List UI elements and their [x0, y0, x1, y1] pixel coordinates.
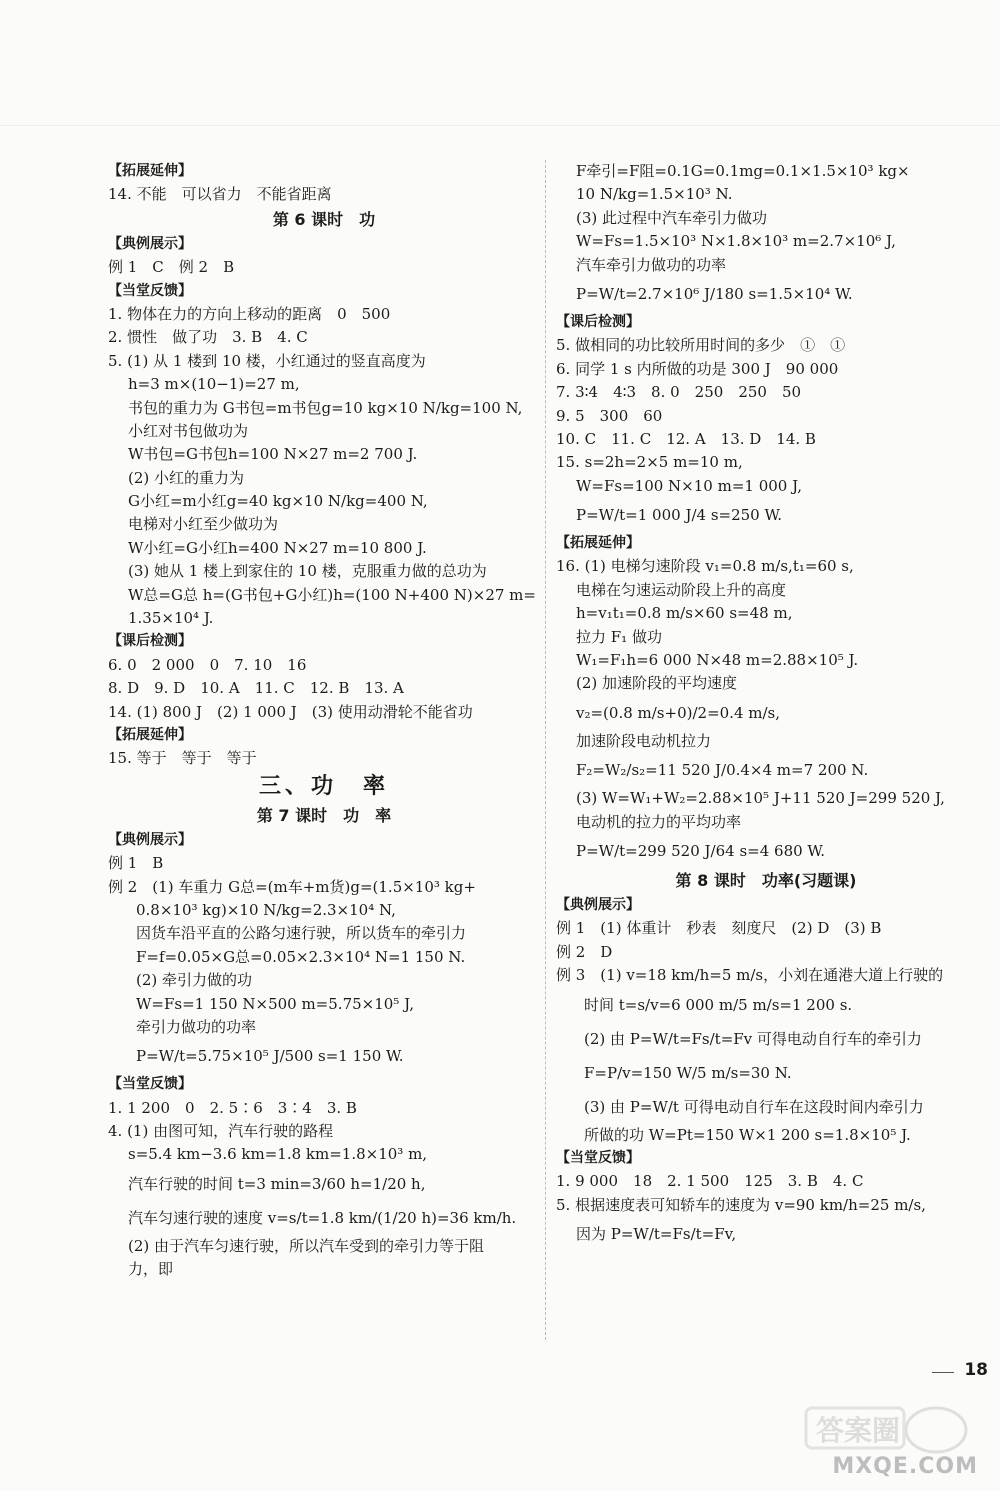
- left-text-line: (2) 由于汽车匀速行驶，所以汽车受到的牵引力等于阻: [128, 1236, 485, 1255]
- left-text-line: 汽车匀速行驶的速度 v=s/t=1.8 km/(1/20 h)=36 km/h.: [128, 1208, 517, 1227]
- watermark-url: MXQE.COM: [832, 1454, 978, 1479]
- right-text-line: 汽车牵引力做功的功率: [576, 255, 727, 274]
- right-text-line: 16. (1) 电梯匀速阶段 v₁=0.8 m/s,t₁=60 s,: [556, 557, 854, 576]
- right-text-line: (3) W=W₁+W₂=2.88×10⁵ J+11 520 J=299 520 J,: [576, 789, 945, 808]
- right-lesson-title: 第 8 课时 功率(习题课): [675, 870, 857, 890]
- right-text-line: 例 2 D: [556, 942, 613, 961]
- right-text-line: 电动机的拉力的平均功率: [576, 812, 742, 831]
- right-text-line: W=Fs=1.5×10³ N×1.8×10³ m=2.7×10⁶ J,: [576, 232, 896, 251]
- left-text-line: F=f=0.05×G总=0.05×2.3×10⁴ N=1 150 N.: [136, 947, 466, 966]
- right-text-line: W₁=F₁h=6 000 N×48 m=2.88×10⁵ J.: [576, 651, 859, 670]
- left-text-line: 例 2 (1) 车重力 G总=(m车+m货)g=(1.5×10³ kg+: [108, 877, 476, 896]
- right-text-line: 5. 根据速度表可知轿车的速度为 v=90 km/h=25 m/s,: [556, 1195, 926, 1214]
- right-text-line: 时间 t=s/v=6 000 m/5 m/s=1 200 s.: [584, 995, 853, 1014]
- left-text-line: 1. 物体在力的方向上移动的距离 0 500: [108, 304, 391, 323]
- right-text-line: 电梯在匀速运动阶段上升的高度: [576, 580, 787, 599]
- right-text-line: 拉力 F₁ 做功: [576, 627, 662, 646]
- left-text-line: W=Fs=1 150 N×500 m=5.75×10⁵ J,: [136, 994, 414, 1013]
- left-text-line: 6. 0 2 000 0 7. 10 16: [108, 655, 307, 674]
- left-section-heading: 【当堂反馈】: [108, 282, 192, 299]
- left-text-line: 因货车沿平直的公路匀速行驶，所以货车的牵引力: [136, 924, 467, 943]
- left-text-line: 8. D 9. D 10. A 11. C 12. B 13. A: [108, 679, 404, 698]
- right-text-line: W=Fs=100 N×10 m=1 000 J,: [576, 476, 803, 495]
- left-text-line: 牵引力做功的功率: [136, 1017, 257, 1036]
- right-text-line: (3) 此过程中汽车牵引力做功: [576, 208, 768, 227]
- right-text-line: h=v₁t₁=0.8 m/s×60 s=48 m,: [576, 604, 793, 623]
- right-text-line: 加速阶段电动机拉力: [576, 731, 712, 750]
- right-text-line: F牵引=F阻=0.1G=0.1mg=0.1×1.5×10³ kg×: [576, 162, 910, 180]
- left-section-heading: 【典例展示】: [108, 831, 192, 848]
- left-text-line: 书包的重力为 G书包=m书包g=10 kg×10 N/kg=100 N,: [128, 398, 523, 417]
- right-text-line: 例 3 (1) v=18 km/h=5 m/s，小刘在通港大道上行驶的: [556, 966, 944, 985]
- column-divider: [545, 160, 546, 1340]
- left-text-line: 4. (1) 由图可知，汽车行驶的路程: [108, 1122, 334, 1141]
- left-text-line: (2) 牵引力做的功: [136, 971, 253, 990]
- left-text-line: W小红=G小红h=400 N×27 m=10 800 J.: [128, 538, 427, 557]
- right-text-line: F₂=W₂/s₂=11 520 J/0.4×4 m=7 200 N.: [576, 761, 869, 780]
- left-text-line: 例 1 C 例 2 B: [108, 258, 235, 277]
- page-number: 18: [964, 1360, 988, 1380]
- right-text-line: 所做的功 W=Pt=150 W×1 200 s=1.8×10⁵ J.: [584, 1125, 911, 1144]
- right-text-line: 例 1 (1) 体重计 秒表 刻度尺 (2) D (3) B: [556, 919, 882, 938]
- left-chapter-title: 三、功 率: [258, 773, 389, 799]
- left-text-line: P=W/t=5.75×10⁵ J/500 s=1 150 W.: [136, 1047, 404, 1066]
- right-text-line: P=W/t=2.7×10⁶ J/180 s=1.5×10⁴ W.: [576, 284, 853, 303]
- right-text-line: 15. s=2h=2×5 m=10 m,: [556, 453, 743, 472]
- right-text-line: (3) 由 P=W/t 可得电动自行车在这段时间内牵引力: [584, 1097, 924, 1116]
- left-text-line: 5. (1) 从 1 楼到 10 楼，小红通过的竖直高度为: [108, 351, 426, 370]
- right-section-heading: 【课后检测】: [556, 313, 640, 330]
- right-text-line: v₂=(0.8 m/s+0)/2=0.4 m/s,: [576, 703, 781, 722]
- right-text-line: (2) 加速阶段的平均速度: [576, 674, 738, 693]
- left-text-line: 电梯对小红至少做功为: [128, 515, 279, 534]
- right-text-line: 10. C 11. C 12. A 13. D 14. B: [556, 429, 816, 448]
- left-section-heading: 【拓展延伸】: [108, 726, 192, 743]
- right-text-line: 因为 P=W/t=Fs/t=Fv,: [576, 1225, 737, 1244]
- left-text-line: W书包=G书包h=100 N×27 m=2 700 J.: [128, 445, 418, 464]
- left-text-line: 14. (1) 800 J (2) 1 000 J (3) 使用动滑轮不能省功: [108, 702, 473, 721]
- svg-text:答案圈: 答案圈: [816, 1414, 901, 1447]
- left-text-line: 1.35×10⁴ J.: [128, 609, 214, 628]
- top-rule: [0, 125, 1000, 126]
- left-section-heading: 【典例展示】: [108, 235, 192, 252]
- left-text-line: 15. 等于 等于 等于: [108, 749, 257, 768]
- left-section-heading: 【课后检测】: [108, 633, 192, 650]
- left-text-line: G小红=m小红g=40 kg×10 N/kg=400 N,: [128, 492, 428, 511]
- left-text-line: h=3 m×(10−1)=27 m,: [128, 375, 300, 394]
- right-column: [556, 160, 976, 1251]
- right-text-line: P=W/t=299 520 J/64 s=4 680 W.: [576, 841, 825, 860]
- left-lesson-title: 第 7 课时 功 率: [256, 805, 392, 825]
- left-text-line: 例 1 B: [108, 854, 164, 873]
- left-text-line: 14. 不能 可以省力 不能省距离: [108, 185, 332, 204]
- right-text-line: 5. 做相同的功比较所用时间的多少 ① ①: [556, 336, 846, 355]
- right-text-line: 1. 9 000 18 2. 1 500 125 3. B 4. C: [556, 1172, 864, 1191]
- left-text-line: 2. 惯性 做了功 3. B 4. C: [108, 328, 308, 347]
- left-text-line: W总=G总 h=(G书包+G小红)h=(100 N+400 N)×27 m=: [128, 585, 536, 604]
- right-section-heading: 【拓展延伸】: [556, 535, 640, 552]
- left-text-line: 小红对书包做功为: [128, 421, 249, 440]
- left-text-line: s=5.4 km−3.6 km=1.8 km=1.8×10³ m,: [128, 1145, 428, 1164]
- left-text-line: 汽车行驶的时间 t=3 min=3/60 h=1/20 h,: [128, 1174, 426, 1193]
- left-lesson-title: 第 6 课时 功: [272, 209, 376, 229]
- right-text-line: 10 N/kg=1.5×10³ N.: [576, 185, 733, 204]
- right-text-line: (2) 由 P=W/t=Fs/t=Fv 可得电动自行车的牵引力: [584, 1029, 922, 1048]
- right-section-heading: 【当堂反馈】: [556, 1149, 640, 1166]
- right-text-line: F=P/v=150 W/5 m/s=30 N.: [584, 1063, 792, 1082]
- right-text-line: 6. 同学 1 s 内所做的功是 300 J 90 000: [556, 359, 839, 378]
- left-text-line: 1. 1 200 0 2. 5∶6 3∶4 3. B: [108, 1098, 357, 1117]
- left-text-line: (3) 她从 1 楼上到家住的 10 楼，克服重力做的总功为: [128, 562, 487, 581]
- left-text-line: 力，即: [128, 1260, 174, 1279]
- right-text-line: 9. 5 300 60: [556, 406, 663, 425]
- right-text-line: 7. 3∶4 4∶3 8. 0 250 250 50: [556, 383, 802, 402]
- right-text-line: P=W/t=1 000 J/4 s=250 W.: [576, 506, 783, 525]
- right-section-heading: 【典例展示】: [556, 896, 640, 913]
- left-text-line: 0.8×10³ kg)×10 N/kg=2.3×10⁴ N,: [136, 900, 396, 919]
- left-section-heading: 【当堂反馈】: [108, 1076, 192, 1093]
- page-number-dash: [932, 1372, 954, 1373]
- left-column: [108, 160, 540, 1282]
- left-text-line: (2) 小红的重力为: [128, 468, 245, 487]
- left-section-heading: 【拓展延伸】: [108, 163, 192, 179]
